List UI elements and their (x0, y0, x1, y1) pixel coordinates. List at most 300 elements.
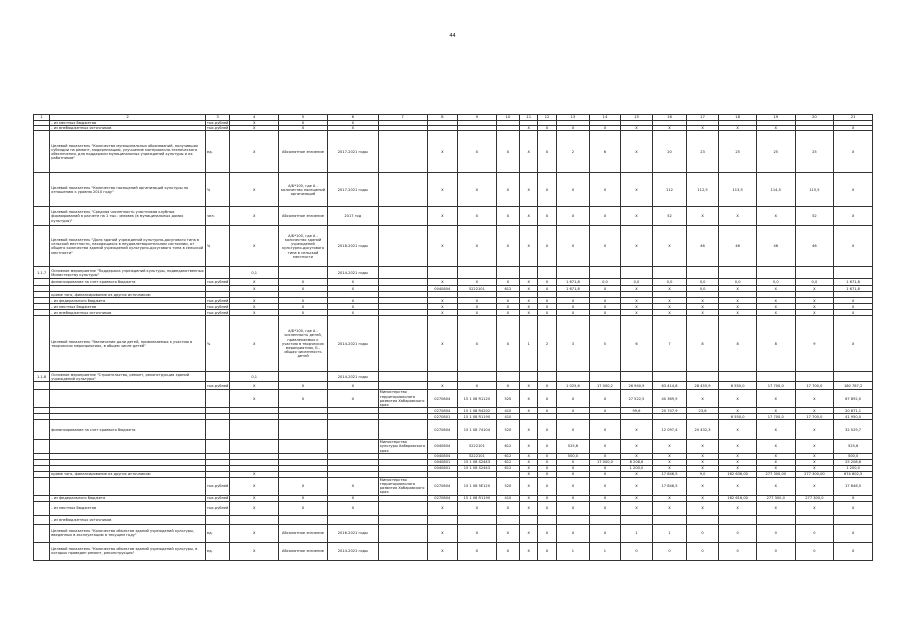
table-cell (590, 372, 621, 382)
table-cell: 52 (653, 207, 687, 226)
table-cell: ед. (205, 524, 229, 542)
table-row (34, 226, 873, 267)
table-cell: 525,6 (556, 440, 590, 454)
column-number: 5 (279, 115, 328, 121)
table-cell: Х (686, 477, 719, 495)
table-cell (556, 515, 590, 524)
table-cell: 67 892,0 (834, 390, 873, 408)
table-cell: Х (686, 298, 719, 304)
table-cell: Х (538, 279, 556, 286)
table-cell: 1 671,8 (834, 279, 873, 286)
table-cell: 520 (496, 390, 519, 408)
table-cell: Х (327, 298, 378, 304)
table-cell: Х (327, 501, 378, 515)
table-cell: тыс.рублей (205, 477, 229, 495)
table-cell: Х (556, 495, 590, 501)
table-cell: Х (556, 173, 590, 207)
table-cell: Х (230, 286, 279, 292)
table-cell: Х (620, 471, 653, 477)
column-number: 15 (620, 115, 653, 121)
table-cell: 15 1 08 74104 (458, 420, 497, 440)
table-cell: 0,0 (686, 279, 719, 286)
table-cell: финансирование за счет краевого бюджета (50, 420, 206, 440)
table-cell: Х (520, 304, 538, 310)
table-cell: Х (496, 207, 519, 226)
table-row (34, 316, 873, 372)
table-cell: Х (556, 477, 590, 495)
table-cell: 27 522,5 (620, 390, 653, 408)
column-number: 19 (756, 115, 795, 121)
table-cell: 46 (795, 226, 834, 267)
table-cell: - из внебюджетных источников (50, 126, 206, 131)
table-cell: Х (520, 465, 538, 471)
table-cell: Целевой показатель "Количество объектов зданий учреждений культуры, в которых проведен ремонт, реконструкция" (50, 542, 206, 560)
table-cell: Х (496, 173, 519, 207)
table-cell: Х (327, 310, 378, 316)
table-cell: 2014-2021 годы (327, 372, 378, 382)
table-cell: Х (279, 495, 328, 501)
table-cell: 0040801 (427, 465, 458, 471)
table-cell: Х (795, 286, 834, 292)
table-cell: 46 (756, 226, 795, 267)
table-cell: Х (719, 501, 757, 515)
table-cell: 1 671,8 (556, 279, 590, 286)
table-cell (538, 515, 556, 524)
table-cell: Х (520, 420, 538, 440)
table-cell: Х (756, 408, 795, 414)
table-cell: 1 (653, 524, 687, 542)
table-cell: 0270804 (427, 477, 458, 495)
table-cell: Х (496, 298, 519, 304)
table-cell: Х (230, 298, 279, 304)
table-cell (34, 207, 50, 226)
table-cell: Х (556, 304, 590, 310)
table-cell: Целевой показатель "Количество муниципальных образований, получивших субсидии на ремонт, модернизацию, улучшение материально-технического обеспечения, для поддержки муниципальных учреждений культуры и их работников" (50, 131, 206, 173)
table-cell: 20 (653, 131, 687, 173)
table-cell: 410 (496, 495, 519, 501)
table-cell (653, 267, 687, 279)
table-cell: Х (620, 420, 653, 440)
table-cell: Х (590, 465, 621, 471)
table-cell: Х (279, 279, 328, 286)
table-cell: Х (538, 226, 556, 267)
table-cell: Х (686, 501, 719, 515)
table-cell (34, 226, 50, 267)
table-cell: Х (719, 440, 757, 454)
table-row (34, 207, 873, 226)
table-cell: 8 (719, 316, 757, 372)
table-cell: 612 (496, 453, 519, 459)
table-cell: Х (834, 226, 873, 267)
table-cell: Х (719, 420, 757, 440)
table-cell: Х (427, 304, 458, 310)
table-cell: Х (686, 304, 719, 310)
table-cell: Х (719, 390, 757, 408)
table-cell: Х (653, 495, 687, 501)
table-row (34, 173, 873, 207)
table-cell: Х (458, 524, 497, 542)
table-row (34, 279, 873, 286)
table-cell: Х (756, 440, 795, 454)
table-cell: Х (719, 298, 757, 304)
table-cell (378, 207, 427, 226)
table-cell (205, 440, 229, 454)
table-cell (834, 515, 873, 524)
table-cell (795, 515, 834, 524)
table-cell: Х (795, 459, 834, 465)
column-number: 6 (327, 115, 378, 121)
table-cell: Х (230, 390, 279, 408)
table-cell: 17 000,2 (590, 382, 621, 390)
table-cell: Х (538, 420, 556, 440)
table-cell: Х (686, 390, 719, 408)
table-cell: Х (756, 390, 795, 408)
table-cell: Х (834, 495, 873, 501)
table-cell: Х (653, 126, 687, 131)
table-cell: 2017-2021 годы (327, 131, 378, 173)
table-cell: Х (590, 420, 621, 440)
table-cell: Х (538, 477, 556, 495)
table-cell: 2016-2021 годы (327, 524, 378, 542)
table-cell: 3 (556, 316, 590, 372)
table-cell: Х (427, 207, 458, 226)
table-cell: 17 846,5 (653, 477, 687, 495)
table-cell: Целевой показатель "Количество посещений организаций культуры по отношению к уровню 2010 году" (50, 173, 206, 207)
table-row (34, 267, 873, 279)
table-cell: 0,0 (795, 279, 834, 286)
table-cell: 0270801 (427, 414, 458, 420)
table-cell: Х (538, 126, 556, 131)
table-cell: 20 871,1 (834, 408, 873, 414)
table-cell: Х (427, 298, 458, 304)
table-row (34, 477, 873, 495)
table-cell: Х (520, 495, 538, 501)
table-cell: Х (538, 382, 556, 390)
table-cell (205, 515, 229, 524)
table-cell: Х (590, 495, 621, 501)
table-cell (34, 477, 50, 495)
table-cell: 25 208,6 (834, 459, 873, 465)
table-cell: Х (653, 286, 687, 292)
table-cell: Х (590, 408, 621, 414)
table-cell: 15 1 08 R1190 (458, 414, 497, 420)
table-cell (34, 390, 50, 408)
table-cell: ед. (205, 131, 229, 173)
table-cell: Х (327, 126, 378, 131)
table-cell: 7 (653, 316, 687, 372)
table-cell: Х (795, 298, 834, 304)
table-cell (378, 316, 427, 372)
table-cell (378, 173, 427, 207)
table-cell: 9 (795, 316, 834, 372)
table-cell: Х (520, 286, 538, 292)
table-cell: Х (496, 226, 519, 267)
table-cell: 6 550,0 (719, 382, 757, 390)
table-cell: Х (719, 304, 757, 310)
table-cell: тыс.рублей (205, 501, 229, 515)
table-cell (378, 515, 427, 524)
table-cell: - из федерального бюджета (50, 298, 206, 304)
table-cell: 0,0 (719, 279, 757, 286)
table-cell: Х (620, 310, 653, 316)
table-cell: Х (556, 420, 590, 440)
table-cell: Х (520, 279, 538, 286)
table-cell: 2014-2021 годы (327, 542, 378, 560)
table-cell: Х (230, 542, 279, 560)
table-cell: % (205, 316, 229, 372)
table-cell (378, 372, 427, 382)
table-cell: Х (756, 477, 795, 495)
program-table (33, 114, 873, 561)
table-cell: Х (230, 131, 279, 173)
table-cell: Х (538, 390, 556, 408)
table-cell: Х (538, 207, 556, 226)
table-cell: 2014-2021 годы (327, 316, 378, 372)
table-cell: 410 (496, 408, 519, 414)
table-cell: Министерство территориального развития Хабаровского края (378, 477, 427, 495)
table-cell: 15 1 08 5E120 (458, 477, 497, 495)
table-cell: 17 846,5 (653, 471, 687, 477)
table-cell: 17 700,0 (756, 382, 795, 390)
table-cell: Х (279, 286, 328, 292)
table-cell: Х (795, 501, 834, 515)
table-cell: 0 (756, 542, 795, 560)
table-cell: Х (327, 382, 378, 390)
table-cell: Х (834, 207, 873, 226)
table-cell: Х (590, 471, 621, 477)
table-cell: Х (620, 126, 653, 131)
column-number: 10 (496, 115, 519, 121)
table-cell: Х (520, 207, 538, 226)
table-cell (719, 372, 757, 382)
table-cell: Министерство территориального развития Хабаровского края (378, 390, 427, 408)
table-cell: 410 (496, 414, 519, 420)
table-cell: 0 (653, 542, 687, 560)
column-number: 11 (520, 115, 538, 121)
table-cell: Х (620, 453, 653, 459)
table-cell: Х (538, 465, 556, 471)
table-cell: Абсолютное значение (279, 207, 328, 226)
table-cell: Х (538, 131, 556, 173)
table-cell (427, 267, 458, 279)
table-cell: 0 (620, 542, 653, 560)
table-cell (34, 515, 50, 524)
table-cell: Х (458, 173, 497, 207)
column-number: 13 (556, 115, 590, 121)
table-cell: Х (230, 121, 279, 126)
table-cell: 112,5 (686, 173, 719, 207)
table-cell: Х (756, 310, 795, 316)
table-cell: Х (230, 382, 279, 390)
column-number: 7 (378, 115, 427, 121)
table-cell: 500,0 (834, 453, 873, 459)
table-cell: тыс.рублей (206, 310, 229, 315)
table-cell (378, 524, 427, 542)
table-cell: Х (230, 173, 279, 207)
table-cell: 277 300,0 (795, 495, 834, 501)
table-cell (756, 515, 795, 524)
table-cell: 1 200,0 (620, 465, 653, 471)
table-cell: Х (496, 304, 519, 310)
table-cell: Х (538, 440, 556, 454)
table-cell: Х (427, 310, 458, 316)
table-cell (34, 382, 50, 390)
table-cell (653, 372, 687, 382)
table-cell: А/Б*100, где А - численность детей, привлекаемых к участию в творческих мероприятиях, Б - общая численность детей (279, 316, 328, 372)
table-cell: Х (538, 542, 556, 560)
table-cell (538, 372, 556, 382)
table-cell: Х (756, 298, 795, 304)
table-cell: Х (590, 440, 621, 454)
table-cell: Х (279, 310, 328, 316)
table-row (34, 440, 873, 454)
table-cell: 520 (496, 420, 519, 440)
table-cell: Х (620, 286, 653, 292)
table-cell: Х (520, 501, 538, 515)
table-cell (50, 440, 206, 454)
table-cell: Х (496, 382, 519, 390)
table-row (34, 524, 873, 542)
table-cell: Х (756, 126, 795, 131)
table-cell: Х (230, 477, 279, 495)
table-cell: Х (590, 226, 621, 267)
table-row (34, 501, 873, 515)
table-cell (458, 267, 497, 279)
table-cell (34, 542, 50, 560)
table-cell: Х (230, 304, 279, 310)
table-cell: Х (427, 316, 458, 372)
table-cell: Х (756, 207, 795, 226)
column-number: 20 (795, 115, 834, 121)
table-cell: 8 (756, 316, 795, 372)
table-cell (795, 372, 834, 382)
table-cell: 25 (719, 131, 757, 173)
table-cell: - из местных бюджетов (50, 121, 206, 126)
table-cell: Х (719, 408, 757, 414)
table-cell: Х (230, 207, 279, 226)
table-cell: Х (520, 477, 538, 495)
column-number: 4 (230, 115, 279, 121)
table-cell: Основное мероприятие "Строительство, ремонт, реконструкция зданий учреждений культуры" (50, 372, 206, 382)
table-cell: Х (427, 501, 458, 515)
table-cell: 15 1 08 R4202 (458, 408, 497, 414)
table-cell: 17 700,0 (756, 414, 795, 420)
table-cell: Х (327, 304, 378, 310)
table-cell: Х (719, 207, 757, 226)
table-cell: 1 671,8 (834, 286, 873, 292)
table-cell: Х (230, 501, 279, 515)
table-cell: Х (756, 420, 795, 440)
table-cell: 0270804 (427, 420, 458, 440)
table-cell: 0 (686, 542, 719, 560)
table-cell: Х (538, 298, 556, 304)
table-cell: Х (458, 382, 497, 390)
table-cell: 0 (719, 524, 757, 542)
table-cell: Абсолютное значение (279, 524, 328, 542)
column-number: 9 (458, 115, 497, 121)
table-cell: Х (834, 131, 873, 173)
table-cell (279, 267, 328, 279)
table-cell: Х (834, 524, 873, 542)
table-cell: Х (458, 542, 497, 560)
table-cell: 5222101 (458, 440, 497, 454)
table-cell: 17 846,5 (834, 477, 873, 495)
table-cell: 180 787,2 (834, 382, 873, 390)
table-cell: Х (520, 310, 538, 316)
table-cell: 0040804 (427, 440, 458, 454)
table-cell: Х (686, 453, 719, 459)
table-cell: Х (556, 226, 590, 267)
table-cell: Х (496, 310, 519, 316)
table-cell: - из внебюджетных источников (50, 310, 206, 316)
table-cell: 0 (719, 542, 757, 560)
table-cell (458, 372, 497, 382)
table-cell: Х (686, 440, 719, 454)
table-cell: чел. (205, 207, 229, 226)
table-cell: Х (756, 501, 795, 515)
column-number: 1 (34, 115, 50, 121)
table-cell: Х (520, 131, 538, 173)
table-cell: Х (590, 310, 621, 316)
table-cell: тыс.рублей (206, 126, 229, 131)
table-cell: 0 (795, 524, 834, 542)
table-cell (205, 390, 229, 408)
table-cell: Х (590, 501, 621, 515)
table-cell: Х (834, 542, 873, 560)
table-cell: Х (590, 304, 621, 310)
table-cell: 12 097,4 (653, 420, 687, 440)
table-cell: Х (590, 477, 621, 495)
table-cell: 9,0 (686, 471, 719, 477)
table-cell: 0 (795, 542, 834, 560)
table-cell: 0,0 (686, 286, 719, 292)
table-cell: 6 (590, 131, 621, 173)
table-cell: 1 200,0 (834, 465, 873, 471)
table-cell: Х (795, 304, 834, 310)
table-cell: Х (279, 382, 328, 390)
table-cell (834, 372, 873, 382)
table-cell: 25 (756, 131, 795, 173)
table-cell (230, 420, 279, 440)
table-cell (378, 226, 427, 267)
table-cell (34, 173, 50, 207)
table-cell: 17 700,0 (795, 382, 834, 390)
table-cell: Х (620, 440, 653, 454)
table-cell: 2017 год (327, 207, 378, 226)
table-cell: Х (795, 390, 834, 408)
table-cell (719, 515, 757, 524)
table-cell: 612 (496, 440, 519, 454)
table-cell: 6 550,0 (719, 414, 757, 420)
table-cell: Х (230, 524, 279, 542)
table-row (34, 390, 873, 408)
table-cell (327, 420, 378, 440)
table-cell: Х (653, 465, 687, 471)
table-cell: Х (538, 304, 556, 310)
table-cell: Х (279, 390, 328, 408)
table-cell (279, 420, 328, 440)
table-cell: Х (686, 465, 719, 471)
table-cell: Х (458, 298, 497, 304)
table-cell: 6 (620, 316, 653, 372)
table-cell (34, 131, 50, 173)
table-cell: 500,0 (556, 453, 590, 459)
table-cell: 2 (538, 316, 556, 372)
column-number: 17 (686, 115, 719, 121)
table-cell: Х (590, 298, 621, 304)
table-cell: Х (458, 316, 497, 372)
table-cell: Х (327, 279, 378, 286)
